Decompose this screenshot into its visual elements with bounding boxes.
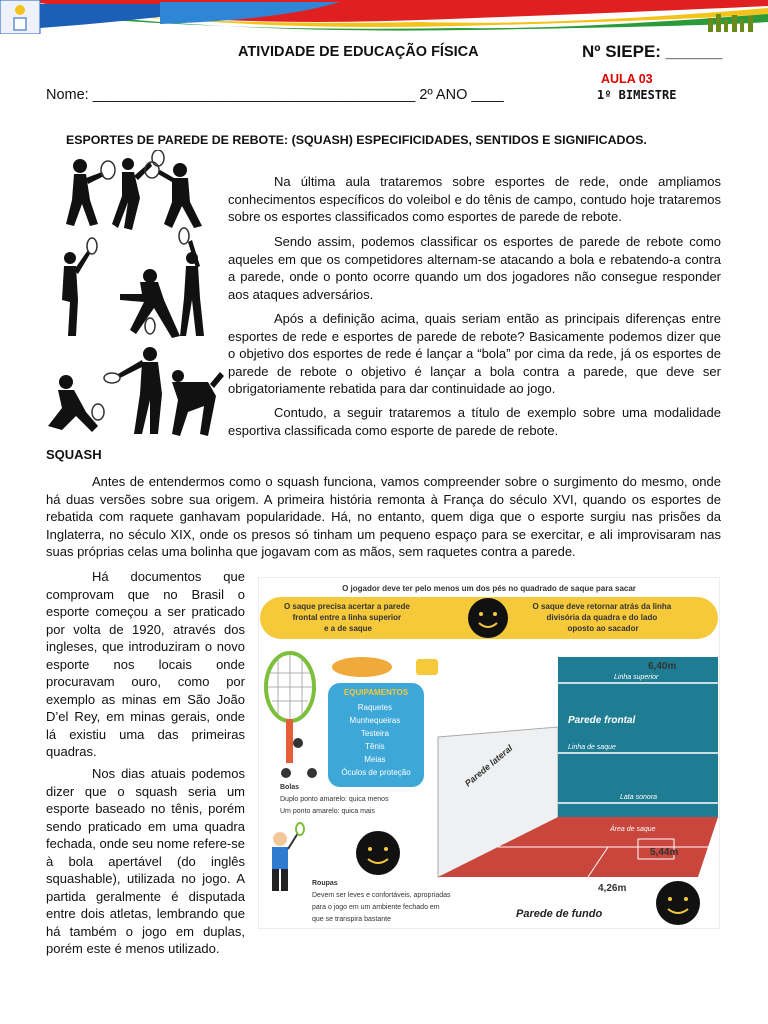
squash-origin-paragraph: Antes de entendermos como o squash funciona, vamos compreender sobre o surgimento do mesmo, onde há duas versões sobre sua origem. A primeira história remonta à França do século XVI, quando os esportes de rebatida com raquete ganhavam popularidade. Há, no entanto, quem diga que o esporte surgiu nas prisões da Inglaterra, no século XIX, onde os presos só tinham um pequeno espaço para se exercitar, e ali improvisaram nas suas próprias celas uma bolinha que jogavam com as mãos, sem raquetes contra a parede. <box>46 474 721 559</box>
intro-paragraph-1: Na última aula trataremos sobre esportes de rede, onde ampliamos conhecimentos específicos do voleibol e do tênis de campo, contudo hoje trataremos sobre os esportes classificados como esportes de parede de rebote. <box>228 174 721 224</box>
equipment-title: EQUIPAMENTOS <box>343 688 409 697</box>
balls-note: Bolas Duplo ponto amarelo: quica menos Um ponto amarelo: quica mais <box>280 784 389 815</box>
front-wall-label: Parede frontal <box>568 715 636 726</box>
intro-paragraph-3: Após a definição acima, quais seriam então as principais diferenças entre esportes de rede e esportes de parede de rebote? Basicamente podemos dizer que o objetivo dos esportes de rede é lançar a “bola” por cima da rede, já os esportes de parede de rebote o objetivo é lançar a bola contra a parede, que deve ser obrigatoriamente rebatida para dar continuidade ao jogo. <box>228 311 721 396</box>
squash-heading: SQUASH <box>46 447 102 462</box>
equipment-list: Raquetes Munhequeiras Testeira Tênis Meias Óculos de proteção <box>341 703 411 777</box>
activity-title: ATIVIDADE DE EDUCAÇÃO FÍSICA <box>238 44 479 60</box>
name-field: Nome: ________________________________________ 2º ANO ____ <box>46 87 504 103</box>
right-serve-rule: O saque deve retornar atrás da linha divisória da quadra e do lado oposto ao sacador <box>532 602 672 633</box>
clothes-note: Roupas Devem ser leves e confortáveis, apropriadas para o jogo em um ambiente fechado em que se transpira bastante <box>312 880 451 923</box>
top-line-label: Linha superior <box>614 674 659 681</box>
width-dimension: 6,40m <box>648 661 677 672</box>
half-length-dimension: 4,26m <box>598 883 627 894</box>
service-box-label: Área de saque <box>610 826 656 833</box>
back-wall-label: Parede de fundo <box>516 908 603 920</box>
smiley-ball-icon-2 <box>356 831 400 875</box>
wristband-icon <box>416 659 438 675</box>
lesson-number: AULA 03 <box>601 72 653 86</box>
smiley-ball-icon <box>468 598 508 638</box>
squash-ball-icon <box>293 738 303 748</box>
lesson-theme: ESPORTES DE PAREDE DE REBOTE: (SQUASH) ESPECIFICIDADES, SENTIDOS E SIGNIFICADOS. <box>66 133 647 147</box>
service-line-label: Linha de saque <box>568 744 616 751</box>
intro-paragraph-2: Sendo assim, podemos classificar os esportes de parede de rebote como aqueles em que os competidores alternam-se atacando a bola e rebatendo-a contra a parede, onde o ponto ocorre quando um dos jogadores não consegue responder aos ataques adversários. <box>228 234 721 302</box>
term-label: 1º BIMESTRE <box>597 88 677 102</box>
intro-paragraph-4: Contudo, a seguir trataremos a título de exemplo sobre uma modalidade esportiva classificada como esporte de parede de rebote. <box>228 405 721 438</box>
siepe-field: Nº SIEPE: ______ <box>582 42 723 61</box>
tin-label: Lata sonora <box>620 794 657 801</box>
left-serve-rule: O saque precisa acertar a parede frontal entre a linha superior e a de saque <box>283 602 410 633</box>
squash-ball-icon-2 <box>281 768 291 778</box>
front-wall <box>558 657 718 817</box>
tennis-silhouettes-image <box>40 150 225 445</box>
squash-brazil-paragraph: Há documentos que comprovam que no Brasil o esporte começou a ser praticado por volta de 1920, através dos ingleses, que introduziram o novo esporte nos locais onde procuravam ouro, como por exemplo as minas em São João D’el Rey, em minas gerais, onde lá existiu uma das primeiras quadras. <box>46 569 245 759</box>
side-wall-label: Parede lateral <box>462 742 515 789</box>
headband-icon <box>332 657 392 677</box>
smiley-ball-icon-3 <box>656 881 700 925</box>
squash-court-infographic <box>258 577 720 929</box>
serve-rule-text: O jogador deve ter pelo menos um dos pés no quadrado de saque para sacar <box>342 584 636 593</box>
squash-ball-icon-3 <box>307 768 317 778</box>
length-dimension: 5,44m <box>650 847 679 858</box>
top-banner <box>0 0 768 34</box>
squash-today-paragraph: Nos dias atuais podemos dizer que o squash seria um esporte baseado no tênis, porém sendo praticado em uma quadra fechada, onde seu nome refere-se à bola apertável (do inglês squashable), utilizada no jogo. A partida geralmente é disputada entre dois atletas, lembrando que há também o jogo em duplas, porém este é menos utilizado. <box>46 766 245 956</box>
